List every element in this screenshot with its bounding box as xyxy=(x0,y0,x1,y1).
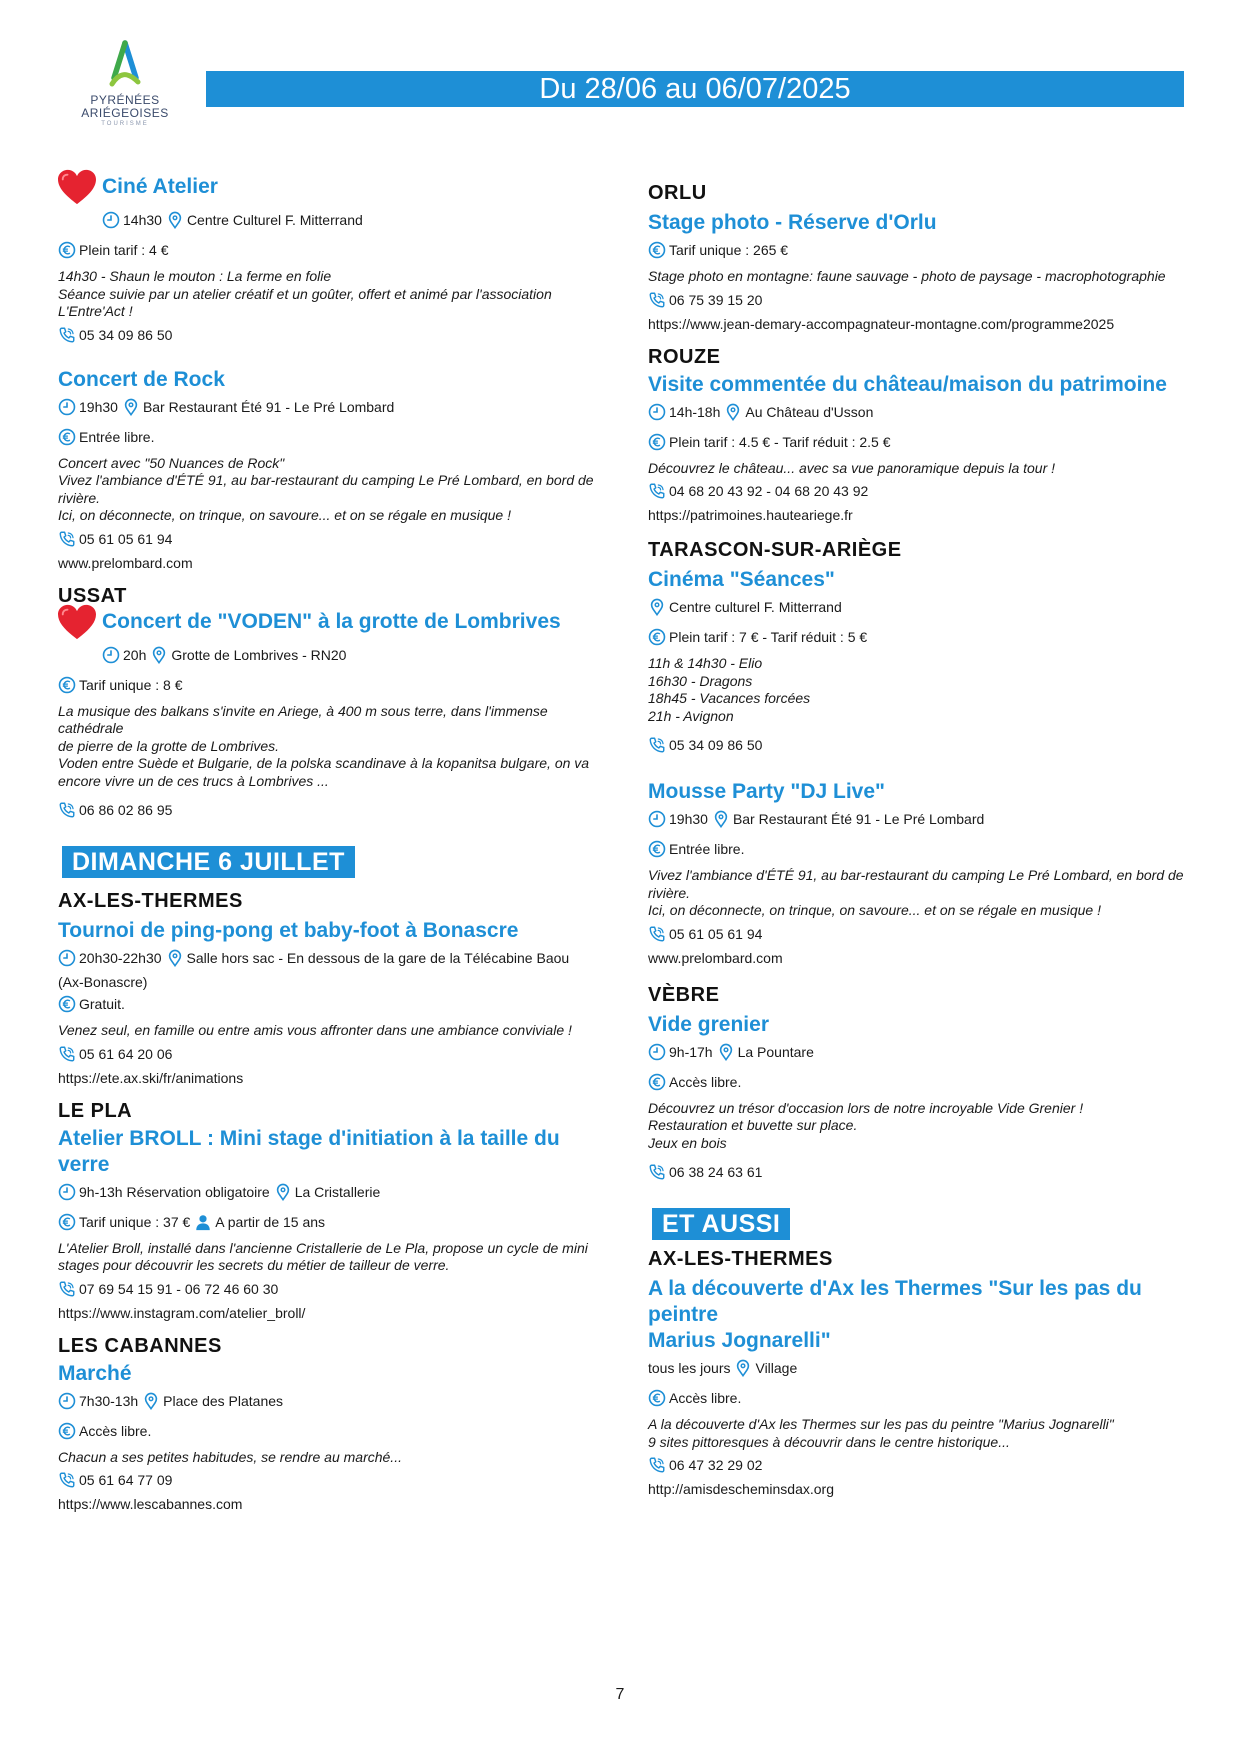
logo-line-3: TOURISME xyxy=(101,121,149,127)
event-price-row xyxy=(648,432,1188,452)
desc-line: de pierre de la grotte de Lombrives. xyxy=(58,737,280,754)
event-place-row xyxy=(648,597,1188,617)
event-place: Place des Platanes xyxy=(163,1392,284,1409)
event-time: 19h30 xyxy=(79,398,118,415)
event-price-row xyxy=(58,994,598,1014)
date-range-banner: Du 28/06 au 06/07/2025 xyxy=(206,71,1184,107)
heart-icon xyxy=(56,603,98,641)
clock-icon xyxy=(58,398,76,416)
event-mousse-party xyxy=(648,779,1188,968)
desc-line: 21h - Avignon xyxy=(648,707,734,724)
town-heading: LES CABANNES xyxy=(58,1334,222,1357)
event-description xyxy=(648,268,1188,286)
event-title: Vide grenier xyxy=(648,1012,769,1036)
event-price: Accès libre. xyxy=(669,1390,742,1406)
desc-line: Découvrez un trésor d'occasion lors de notre incroyable Vide Grenier ! xyxy=(648,1099,1084,1116)
event-place: Salle hors sac - En dessous de la gare de la Télécabine Baou xyxy=(186,950,570,966)
event-time: 9h-13h Réservation obligatoire xyxy=(79,1183,270,1200)
euro-icon xyxy=(648,840,666,858)
section-heading-sunday xyxy=(62,846,598,878)
euro-icon xyxy=(58,241,76,259)
euro-icon xyxy=(648,628,666,646)
event-title: Cinéma "Séances" xyxy=(648,568,835,591)
event-title xyxy=(648,1276,1188,1354)
event-time: 14h30 xyxy=(123,212,162,228)
desc-line: 14h30 - Shaun le mouton : La ferme en folie xyxy=(58,268,332,284)
desc-line: rivière. xyxy=(648,884,691,901)
clock-icon xyxy=(102,211,120,229)
event-price: Accès libre. xyxy=(669,1073,742,1090)
section-heading-et-aussi xyxy=(652,1208,1188,1240)
event-phone[interactable]: 05 61 05 61 94 xyxy=(79,530,173,547)
event-price-row xyxy=(648,839,1188,859)
phone-icon xyxy=(58,1045,76,1063)
location-pin-icon xyxy=(717,1043,735,1061)
desc-line: Jeux en bois xyxy=(648,1134,727,1151)
event-price: Entrée libre. xyxy=(669,841,745,857)
event-place: Village xyxy=(755,1360,798,1376)
event-title: Marché xyxy=(58,1361,132,1385)
event-description xyxy=(58,1449,598,1467)
event-description xyxy=(648,867,1188,920)
desc-line: encore vivre un de ces trucs à Lombrives ... xyxy=(58,772,329,789)
logo-line-1: PYRÉNÉES xyxy=(90,93,160,107)
event-description xyxy=(648,460,1188,478)
event-place: Grotte de Lombrives - RN20 xyxy=(171,646,347,663)
left-column xyxy=(58,168,598,1514)
person-icon xyxy=(194,1213,212,1231)
event-voden xyxy=(58,583,598,821)
event-description xyxy=(58,1240,598,1275)
desc-line: L'Entre'Act ! xyxy=(58,303,133,319)
event-phone-row xyxy=(58,1279,598,1299)
event-title xyxy=(58,603,598,641)
location-pin-icon xyxy=(724,403,742,421)
event-phone-row xyxy=(58,800,598,820)
event-time-place xyxy=(58,397,598,417)
desc-line: Découvrez le château... avec sa vue panoramique depuis la tour ! xyxy=(648,459,1056,476)
desc-line: L'Atelier Broll, installé dans l'ancienne Cristallerie de Le Pla, propose un cycle de mini xyxy=(58,1239,588,1256)
phone-icon xyxy=(58,530,76,548)
event-url[interactable]: https://www.instagram.com/atelier_broll/ xyxy=(58,1304,306,1321)
event-stage-photo xyxy=(648,180,1188,334)
phone-icon xyxy=(648,925,666,943)
event-phone-row xyxy=(648,1455,1188,1475)
event-place: Centre culturel F. Mitterrand xyxy=(669,599,842,615)
desc-line: 9 sites pittoresques à découvrir dans le centre historique... xyxy=(648,1433,1010,1450)
clock-icon xyxy=(58,1183,76,1201)
location-pin-icon xyxy=(734,1359,752,1377)
event-description xyxy=(58,268,598,321)
event-time-place xyxy=(58,1182,598,1202)
event-vide-grenier xyxy=(648,982,1188,1183)
clock-icon xyxy=(58,949,76,967)
clock-icon xyxy=(58,1392,76,1410)
location-pin-icon xyxy=(166,949,184,967)
desc-line: Séance suivie par un atelier créatif et un goûter, offert et animé par l'association xyxy=(58,285,552,302)
euro-icon xyxy=(58,428,76,446)
event-time-place xyxy=(648,402,1188,422)
event-title: Atelier BROLL : Mini stage d'initiation à la taille du verre xyxy=(58,1126,560,1176)
event-phone-row xyxy=(648,290,1188,310)
event-phone[interactable]: 06 38 24 63 61 xyxy=(669,1164,763,1180)
town-heading: ORLU xyxy=(648,182,707,204)
event-title-line: A la découverte d'Ax les Thermes "Sur les pas du peintre xyxy=(648,1277,1142,1326)
event-url[interactable]: www.prelombard.com xyxy=(648,949,783,966)
event-phone-row xyxy=(648,735,1188,755)
euro-icon xyxy=(648,1073,666,1091)
event-time-place xyxy=(648,1042,1188,1062)
desc-line: stages pour découvrir les secrets du métier de tailleur de verre. xyxy=(58,1257,450,1273)
event-description xyxy=(648,1100,1188,1153)
event-description xyxy=(58,1022,598,1040)
desc-line: Vivez l'ambiance d'ÉTÉ 91, au bar-restaurant du camping Le Pré Lombard, en bord de xyxy=(58,472,594,488)
event-url[interactable]: https://www.lescabannes.com xyxy=(58,1496,243,1512)
event-place: Au Château d'Usson xyxy=(745,403,874,420)
phone-icon xyxy=(58,801,76,819)
event-phone[interactable]: 05 34 09 86 50 xyxy=(669,737,763,753)
event-phone-row xyxy=(58,529,598,549)
logo xyxy=(70,40,180,140)
euro-icon xyxy=(648,241,666,259)
event-time-place xyxy=(58,948,598,968)
event-price: Tarif unique : 265 € xyxy=(669,242,789,258)
location-pin-icon xyxy=(712,810,730,828)
location-pin-icon xyxy=(122,398,140,416)
event-price-row xyxy=(58,1212,598,1232)
event-title: Concert de Rock xyxy=(58,367,225,391)
event-time-place xyxy=(648,809,1188,829)
desc-line: 11h & 14h30 - Elio xyxy=(648,655,763,671)
event-price: Accès libre. xyxy=(79,1422,152,1439)
event-place: La Cristallerie xyxy=(294,1183,381,1200)
event-phone-row xyxy=(648,924,1188,944)
town-heading: AX-LES-THERMES xyxy=(648,1248,833,1270)
right-column xyxy=(648,180,1188,1499)
event-time: 20h xyxy=(123,646,147,663)
phone-icon xyxy=(58,1471,76,1489)
desc-line: Chacun a ses petites habitudes, se rendre au marché... xyxy=(58,1448,402,1465)
event-price-row xyxy=(648,240,1188,260)
section-heading-text: DIMANCHE 6 JUILLET xyxy=(62,846,355,878)
heart-icon xyxy=(56,168,98,206)
location-pin-icon xyxy=(150,646,168,664)
phone-icon xyxy=(648,1163,666,1181)
desc-line: Restauration et buvette sur place. xyxy=(648,1117,858,1133)
event-place-continued: (Ax-Bonascre) xyxy=(58,974,148,990)
event-url[interactable]: http://amisdescheminsdax.org xyxy=(648,1481,834,1497)
event-title: Stage photo - Réserve d'Orlu xyxy=(648,211,937,234)
event-phone[interactable]: 07 69 54 15 91 - 06 72 46 60 30 xyxy=(79,1280,279,1297)
desc-line: Ici, on déconnecte, on trinque, on savoure... et on se régale en musique ! xyxy=(648,902,1101,918)
event-jognarelli xyxy=(648,1246,1188,1499)
euro-icon xyxy=(58,995,76,1013)
event-title-text: Concert de "VODEN" à la grotte de Lombrives xyxy=(102,609,561,633)
event-price: Gratuit. xyxy=(79,996,125,1012)
event-time-place xyxy=(648,1358,1188,1378)
event-title: Visite commentée du château/maison du patrimoine xyxy=(648,372,1167,396)
event-price-row xyxy=(648,627,1188,647)
event-url[interactable]: https://patrimoines.hauteariege.fr xyxy=(648,507,853,523)
event-time: 7h30-13h xyxy=(79,1392,139,1409)
desc-line: Concert avec "50 Nuances de Rock" xyxy=(58,454,285,471)
event-price-row xyxy=(58,1421,598,1441)
location-pin-icon xyxy=(648,598,666,616)
event-time: 9h-17h xyxy=(669,1043,713,1060)
desc-line: rivière. xyxy=(58,489,101,506)
event-price: Tarif unique : 37 € xyxy=(79,1213,191,1230)
event-price-row xyxy=(648,1072,1188,1092)
event-phone[interactable]: 04 68 20 43 92 - 04 68 20 43 92 xyxy=(669,483,869,499)
event-age: A partir de 15 ans xyxy=(215,1213,326,1230)
event-cine-atelier xyxy=(58,168,598,345)
event-phone[interactable]: 06 47 32 29 02 xyxy=(669,1457,763,1473)
event-marche xyxy=(58,1333,598,1515)
event-phone[interactable]: 06 86 02 86 95 xyxy=(79,802,173,818)
desc-line: La musique des balkans s'invite en Ariege, à 400 m sous terre, dans l'immense cathédrale xyxy=(58,702,548,736)
event-price-row xyxy=(58,240,598,260)
desc-line: Stage photo en montagne: faune sauvage - photo de paysage - macrophotographie xyxy=(648,268,1166,284)
desc-line: 16h30 - Dragons xyxy=(648,672,753,689)
euro-icon xyxy=(648,1389,666,1407)
phone-icon xyxy=(648,482,666,500)
event-place: Bar Restaurant Été 91 - Le Pré Lombard xyxy=(142,398,395,415)
logo-line-2: ARIÉGEOISES xyxy=(81,106,169,120)
page-number: 7 xyxy=(615,1686,625,1703)
clock-icon xyxy=(648,810,666,828)
event-ping-pong xyxy=(58,888,598,1088)
desc-line: 18h45 - Vacances forcées xyxy=(648,690,811,706)
clock-icon xyxy=(648,1043,666,1061)
event-title xyxy=(58,168,598,206)
euro-icon xyxy=(648,433,666,451)
event-phone-row xyxy=(58,1470,598,1490)
event-description xyxy=(648,1416,1188,1451)
event-phone[interactable]: 05 34 09 86 50 xyxy=(79,326,173,343)
event-cinema-seances xyxy=(648,537,1188,755)
event-time-place xyxy=(58,1391,598,1411)
clock-icon xyxy=(648,403,666,421)
event-visite-chateau xyxy=(648,344,1188,526)
event-phone[interactable]: 05 61 64 77 09 xyxy=(79,1472,173,1488)
town-heading: VÈBRE xyxy=(648,983,720,1006)
event-title: Mousse Party "DJ Live" xyxy=(648,780,885,803)
event-place: Bar Restaurant Été 91 - Le Pré Lombard xyxy=(732,811,985,827)
euro-icon xyxy=(58,676,76,694)
event-time-place xyxy=(58,645,598,665)
section-heading-text: ET AUSSI xyxy=(652,1208,790,1240)
event-phone-row xyxy=(648,481,1188,501)
event-price: Plein tarif : 4 € xyxy=(79,242,169,258)
event-time: 14h-18h xyxy=(669,403,721,420)
event-phone[interactable]: 05 61 05 61 94 xyxy=(669,925,763,942)
event-url[interactable]: www.prelombard.com xyxy=(58,554,193,571)
event-description xyxy=(58,703,598,791)
event-time: tous les jours xyxy=(648,1360,731,1376)
town-heading: USSAT xyxy=(58,584,127,607)
location-pin-icon xyxy=(274,1183,292,1201)
event-url[interactable]: https://ete.ax.ski/fr/animations xyxy=(58,1069,244,1086)
event-phone-row xyxy=(58,325,598,345)
event-phone-row xyxy=(648,1162,1188,1182)
euro-icon xyxy=(58,1422,76,1440)
town-heading: AX-LES-THERMES xyxy=(58,890,243,912)
event-place: Centre Culturel F. Mitterrand xyxy=(186,212,363,228)
town-heading: ROUZE xyxy=(648,345,721,368)
event-title: Tournoi de ping-pong et baby-foot à Bonascre xyxy=(58,919,519,942)
event-time: 19h30 xyxy=(669,811,708,827)
event-phone-row xyxy=(58,1044,598,1064)
desc-line: Voden entre Suède et Bulgarie, de la polska scandinave à la kopanitsa bulgare, on va xyxy=(58,755,590,771)
event-price: Plein tarif : 4.5 € - Tarif réduit : 2.5 € xyxy=(669,433,891,450)
phone-icon xyxy=(648,736,666,754)
event-title-line: Marius Jognarelli" xyxy=(648,1329,831,1352)
event-time-place xyxy=(58,210,598,230)
desc-line: Vivez l'ambiance d'ÉTÉ 91, au bar-restaurant du camping Le Pré Lombard, en bord de xyxy=(648,867,1184,883)
clock-icon xyxy=(102,646,120,664)
location-pin-icon xyxy=(142,1392,160,1410)
event-phone[interactable]: 06 75 39 15 20 xyxy=(669,291,763,308)
phone-icon xyxy=(58,1280,76,1298)
town-heading: TARASCON-SUR-ARIÈGE xyxy=(648,539,902,561)
phone-icon xyxy=(58,326,76,344)
phone-icon xyxy=(648,1456,666,1474)
event-price-row xyxy=(58,427,598,447)
desc-line: Ici, on déconnecte, on trinque, on savoure... et on se régale en musique ! xyxy=(58,507,511,523)
event-phone[interactable]: 05 61 64 20 06 xyxy=(79,1045,173,1062)
event-price-row xyxy=(648,1388,1188,1408)
desc-line: A la découverte d'Ax les Thermes sur les pas du peintre "Marius Jognarelli" xyxy=(648,1416,1114,1432)
event-price-row xyxy=(58,675,598,695)
event-concert-rock xyxy=(58,367,598,573)
town-heading: LE PLA xyxy=(58,1099,133,1122)
phone-icon xyxy=(648,291,666,309)
event-description xyxy=(58,455,598,525)
event-title-text: Ciné Atelier xyxy=(102,175,218,198)
event-description xyxy=(648,655,1188,725)
desc-line: Venez seul, en famille ou entre amis vous affronter dans une ambiance conviviale ! xyxy=(58,1022,572,1038)
event-price: Tarif unique : 8 € xyxy=(79,676,183,693)
event-place: La Pountare xyxy=(737,1043,814,1060)
event-atelier-broll xyxy=(58,1098,598,1323)
event-price: Entrée libre. xyxy=(79,428,155,445)
location-pin-icon xyxy=(166,211,184,229)
event-time: 20h30-22h30 xyxy=(79,950,162,966)
event-price: Plein tarif : 7 € - Tarif réduit : 5 € xyxy=(669,629,868,645)
euro-icon xyxy=(58,1213,76,1231)
logo-mark-icon xyxy=(105,40,145,92)
event-url[interactable]: https://www.jean-demary-accompagnateur-montagne.com/programme2025 xyxy=(648,315,1115,332)
